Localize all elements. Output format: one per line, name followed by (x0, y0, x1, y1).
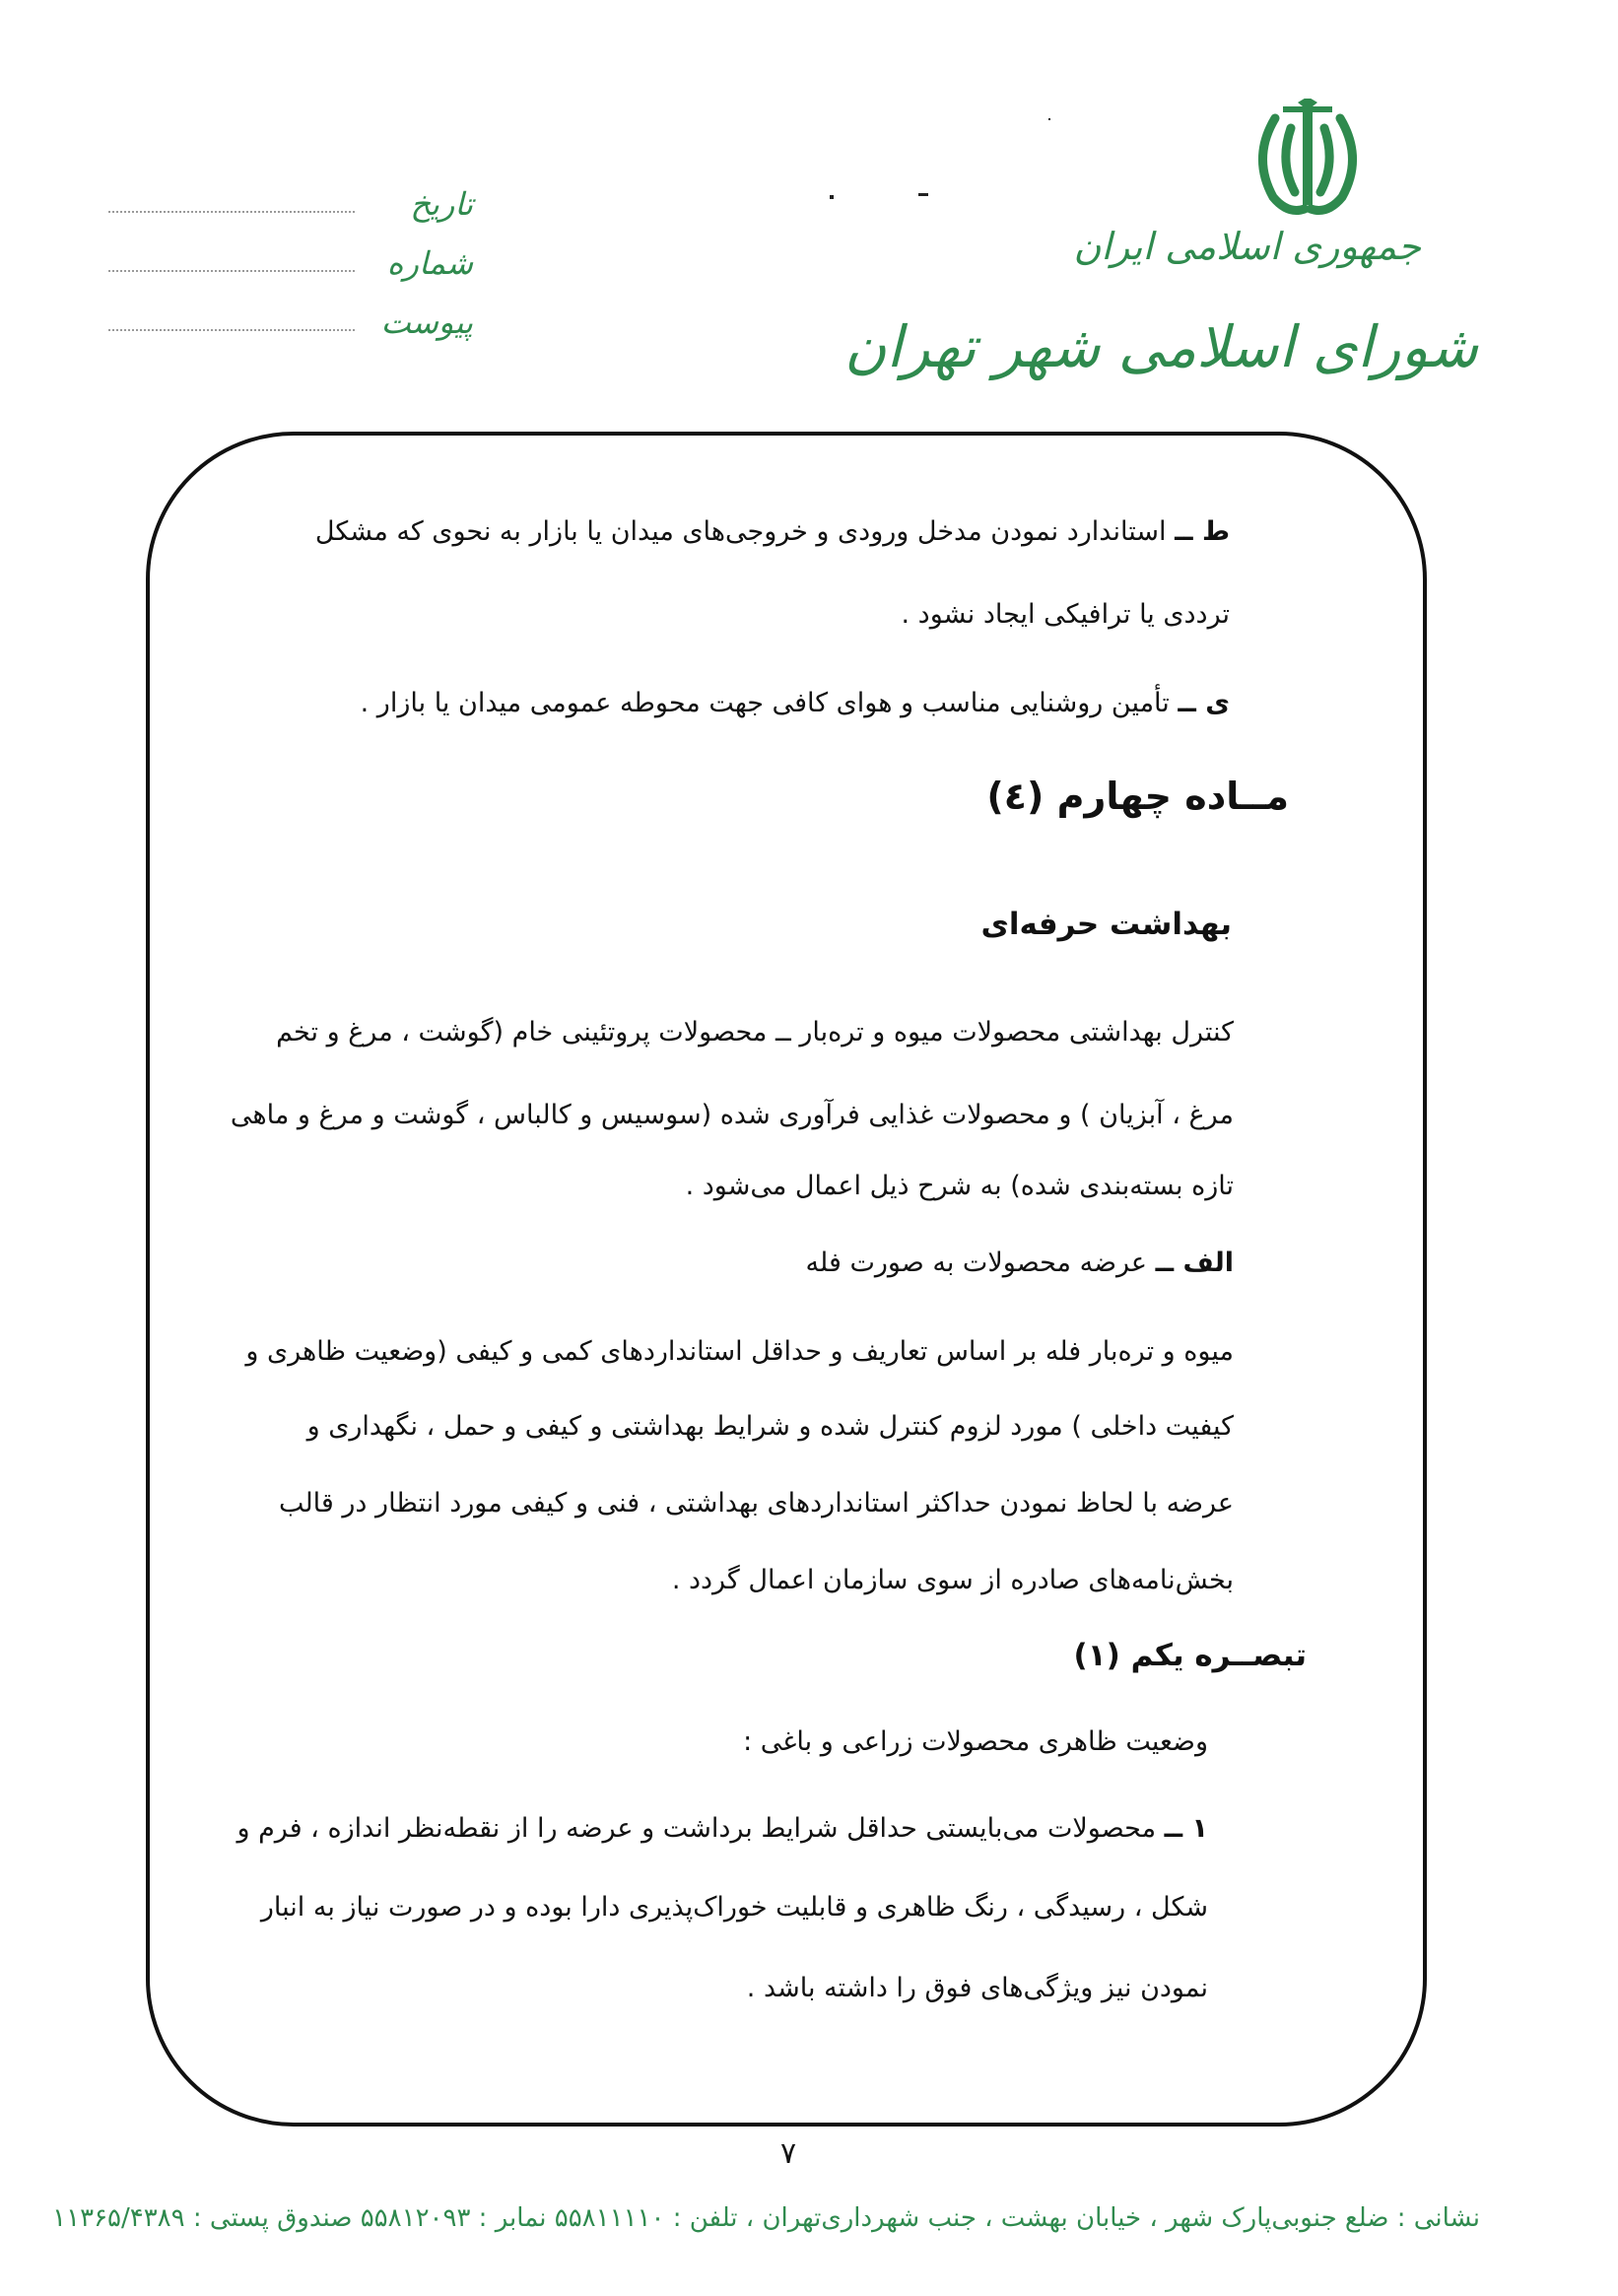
item-1-text: محصولات می‌بایستی حداقل شرایط برداشت و عرضه را از نقطه‌نظر اندازه ، فرم و (236, 1813, 1157, 1844)
para1-line1: کنترل بهداشتی محصولات میوه و تره‌بار ــ محصولات پروتئینی خام (گوشت ، مرغ و تخم (276, 1017, 1234, 1047)
article-title: مــاده چهارم (٤) (986, 775, 1289, 818)
meta-number-row (108, 235, 473, 284)
scan-speck (830, 195, 834, 199)
iran-emblem-icon (1244, 99, 1372, 227)
item-1-marker: ۱ ــ (1164, 1813, 1208, 1844)
scan-speck (918, 193, 928, 196)
footer-address: نشانی : ضلع جنوبی‌پارک شهر ، خیابان بهشت ، جنب شهرداری‌تهران ، تلفن : ۵۵۸۱۱۱۱۰ نمابر : ۵۵۸۱۲۰۹۳ صندوق پستی : ۱۱۳۶۵/۴۳۸۹ (52, 2203, 1480, 2233)
item-ye-marker: ی ــ (1178, 688, 1230, 718)
date-label: تاریخ (410, 185, 473, 223)
item-ye-line (361, 688, 1230, 718)
para1-line3: تازه بسته‌بندی شده) به شرح ذیل اعمال می‌شود . (685, 1171, 1234, 1201)
meta-attachment-row (108, 294, 473, 343)
item-1-line3: نمودن نیز ویژگی‌های فوق را داشته باشد . (746, 1973, 1208, 2003)
content-frame (146, 432, 1427, 2127)
meta-date-row (108, 175, 473, 225)
council-name: شورای اسلامی شهر تهران (843, 313, 1478, 380)
section-title: بهداشت حرفه‌ای (980, 907, 1232, 942)
item-1-line1 (236, 1813, 1208, 1844)
para2-line4: بخش‌نامه‌های صادره از سوی سازمان اعمال گردد . (671, 1565, 1234, 1595)
item-ta-line1 (315, 516, 1230, 547)
item-alef-marker: الف ــ (1155, 1248, 1234, 1278)
country-name: جمهوری اسلامی ایران (1073, 225, 1421, 268)
note-title: تبصــره یکم (۱) (1073, 1638, 1307, 1673)
para2-line2: کیفیت داخلی ) مورد لزوم کنترل شده و شرایط بهداشتی و کیفی و حمل ، نگهداری و (306, 1411, 1234, 1442)
para2-line1: میوه و تره‌بار فله بر اساس تعاریف و حداقل استانداردهای کمی و کیفی (وضعیت ظاهری و (245, 1336, 1234, 1367)
item-ta-line2: ترددی یا ترافیکی ایجاد نشود . (901, 599, 1230, 630)
item-1-line2: شکل ، رسیدگی ، رنگ ظاهری و قابلیت خوراک‌پذیری دارا بوده و در صورت نیاز به انبار (260, 1892, 1208, 1923)
item-ye-text: تأمین روشنایی مناسب و هوای کافی جهت محوطه عمومی میدان یا بازار . (360, 688, 1170, 718)
para2-line3: عرضه با لحاظ نمودن حداکثر استانداردهای بهداشتی ، فنی و کیفی مورد انتظار در قالب (278, 1488, 1234, 1519)
item-ta-text: استاندارد نمودن مدخل ورودی و خروجی‌های میدان یا بازار به نحوی که مشکل (314, 516, 1167, 547)
scan-speck (1048, 118, 1050, 120)
para1-line2: مرغ ، آبزیان ) و محصولات غذایی فرآوری شده (سوسیس و کالباس ، گوشت و مرغ و ماهی (230, 1100, 1234, 1130)
item-alef-line (806, 1248, 1234, 1278)
page-number: ۷ (779, 2136, 797, 2171)
attachment-dotted-line (108, 329, 355, 331)
note-subtitle: وضعیت ظاهری محصولات زراعی و باغی : (743, 1726, 1208, 1757)
date-dotted-line (108, 211, 355, 213)
number-dotted-line (108, 270, 355, 272)
number-label: شماره (386, 244, 473, 282)
attachment-label: پیوست (380, 304, 473, 341)
item-alef-text: عرضه محصولات به صورت فله (805, 1248, 1147, 1278)
item-ta-marker: ط ــ (1175, 516, 1230, 547)
